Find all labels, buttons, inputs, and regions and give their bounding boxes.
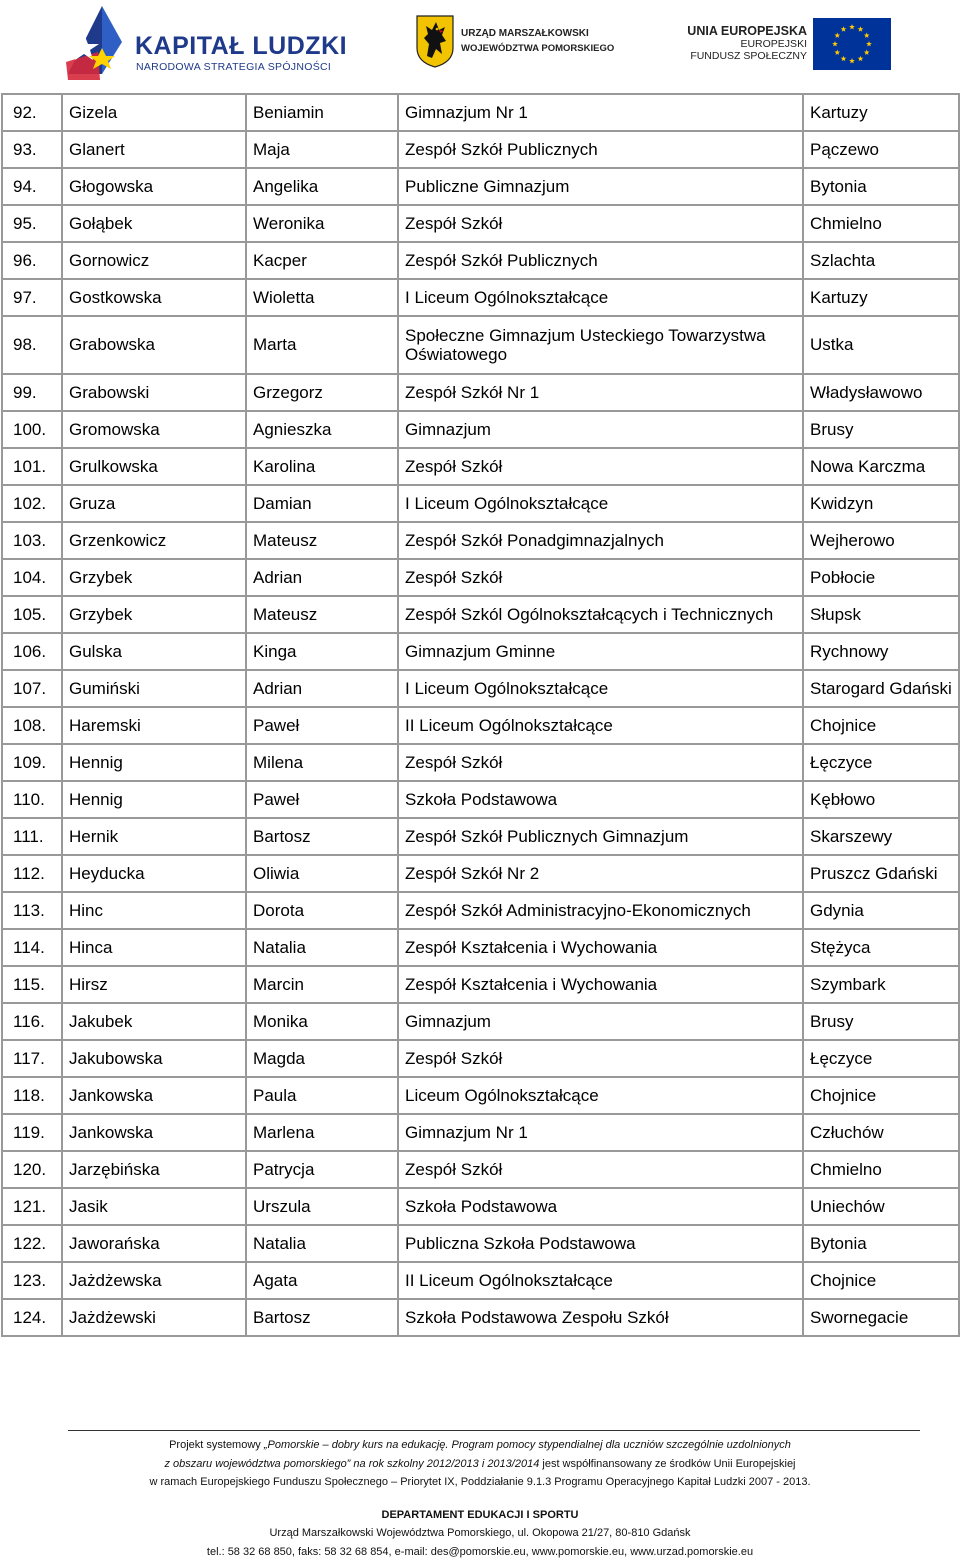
row-number: 115. <box>2 966 62 1003</box>
row-surname: Gulska <box>62 633 246 670</box>
row-city: Chmielno <box>803 1151 959 1188</box>
row-school: Zespół Szkół <box>398 744 803 781</box>
row-first-name: Natalia <box>246 1225 398 1262</box>
row-first-name: Urszula <box>246 1188 398 1225</box>
row-first-name: Dorota <box>246 892 398 929</box>
row-surname: Jaworańska <box>62 1225 246 1262</box>
row-first-name: Mateusz <box>246 522 398 559</box>
row-city: Słupsk <box>803 596 959 633</box>
row-first-name: Angelika <box>246 168 398 205</box>
table-row <box>2 633 959 670</box>
footer-contact: tel.: 58 32 68 850, faks: 58 32 68 854, e-mail: des@pomorskie.eu, www.pomorskie.eu, www.urzad.pomorskie.eu <box>0 1543 960 1561</box>
page-footer <box>0 1436 960 1561</box>
row-surname: Glanert <box>62 131 246 168</box>
footer-divider <box>68 1430 920 1431</box>
row-school: Gimnazjum Gminne <box>398 633 803 670</box>
kapital-ludzki-star-icon <box>62 4 132 84</box>
row-first-name: Kinga <box>246 633 398 670</box>
table-row <box>2 670 959 707</box>
row-school: Zespół Szkół Publicznych Gimnazjum <box>398 818 803 855</box>
row-number: 118. <box>2 1077 62 1114</box>
row-first-name: Marta <box>246 316 398 374</box>
footer-project-title-1: „Pomorskie – dobry kurs na edukację. Program pomocy stypendialnej dla uczniów szczególnie uzdolnionych <box>264 1439 791 1451</box>
row-surname: Jakubowska <box>62 1040 246 1077</box>
table-row <box>2 892 959 929</box>
table-row <box>2 1299 959 1336</box>
table-row <box>2 1003 959 1040</box>
row-number: 111. <box>2 818 62 855</box>
row-first-name: Paweł <box>246 781 398 818</box>
eu-line-2: EUROPEJSKI <box>687 38 807 50</box>
row-number: 120. <box>2 1151 62 1188</box>
row-surname: Grzybek <box>62 596 246 633</box>
row-number: 119. <box>2 1114 62 1151</box>
row-first-name: Milena <box>246 744 398 781</box>
row-number: 92. <box>2 94 62 131</box>
row-surname: Jażdżewska <box>62 1262 246 1299</box>
table-row <box>2 818 959 855</box>
row-surname: Jasik <box>62 1188 246 1225</box>
row-city: Rychnowy <box>803 633 959 670</box>
table-row <box>2 1151 959 1188</box>
row-number: 102. <box>2 485 62 522</box>
row-school: Gimnazjum <box>398 411 803 448</box>
row-school: Zespół Szkół Nr 1 <box>398 374 803 411</box>
row-surname: Grabowska <box>62 316 246 374</box>
row-school: Szkoła Podstawowa Zespołu Szkół <box>398 1299 803 1336</box>
scholarship-list-table <box>1 93 960 1337</box>
row-surname: Hernik <box>62 818 246 855</box>
row-number: 116. <box>2 1003 62 1040</box>
row-surname: Jażdżewski <box>62 1299 246 1336</box>
row-first-name: Paula <box>246 1077 398 1114</box>
row-school: Zespół Szkół Ponadgimnazjalnych <box>398 522 803 559</box>
row-number: 112. <box>2 855 62 892</box>
row-surname: Głogowska <box>62 168 246 205</box>
row-first-name: Maja <box>246 131 398 168</box>
row-school: Szkoła Podstawowa <box>398 1188 803 1225</box>
row-first-name: Paweł <box>246 707 398 744</box>
row-first-name: Marcin <box>246 966 398 1003</box>
row-surname: Grabowski <box>62 374 246 411</box>
row-city: Chojnice <box>803 1077 959 1114</box>
row-surname: Grzybek <box>62 559 246 596</box>
table-row <box>2 1077 959 1114</box>
row-surname: Gizela <box>62 94 246 131</box>
row-first-name: Oliwia <box>246 855 398 892</box>
row-number: 103. <box>2 522 62 559</box>
row-city: Wejherowo <box>803 522 959 559</box>
row-city: Łęczyce <box>803 1040 959 1077</box>
table-row <box>2 94 959 131</box>
row-city: Chmielno <box>803 205 959 242</box>
row-surname: Hennig <box>62 744 246 781</box>
table-row <box>2 744 959 781</box>
row-school: Liceum Ogólnokształcące <box>398 1077 803 1114</box>
row-city: Gdynia <box>803 892 959 929</box>
table-row <box>2 411 959 448</box>
row-school: Publiczne Gimnazjum <box>398 168 803 205</box>
row-city: Swornegacie <box>803 1299 959 1336</box>
eu-flag-icon <box>813 18 891 70</box>
row-surname: Jakubek <box>62 1003 246 1040</box>
row-school: Zespół Szkół Nr 2 <box>398 855 803 892</box>
row-number: 99. <box>2 374 62 411</box>
footer-project-line-1 <box>0 1436 960 1455</box>
row-city: Kartuzy <box>803 94 959 131</box>
row-number: 109. <box>2 744 62 781</box>
row-first-name: Weronika <box>246 205 398 242</box>
row-school: I Liceum Ogólnokształcące <box>398 279 803 316</box>
row-surname: Hinca <box>62 929 246 966</box>
griffin-crest-icon <box>415 14 455 68</box>
eu-line-1: UNIA EUROPEJSKA <box>687 24 807 38</box>
row-surname: Jankowska <box>62 1077 246 1114</box>
row-school: Gimnazjum Nr 1 <box>398 1114 803 1151</box>
row-city: Kartuzy <box>803 279 959 316</box>
row-first-name: Marlena <box>246 1114 398 1151</box>
kapital-ludzki-logo <box>62 4 322 84</box>
row-school: II Liceum Ogólnokształcące <box>398 707 803 744</box>
row-city: Pruszcz Gdański <box>803 855 959 892</box>
row-first-name: Beniamin <box>246 94 398 131</box>
table-row <box>2 1262 959 1299</box>
row-city: Chojnice <box>803 1262 959 1299</box>
row-school: Zespół Szkół Publicznych <box>398 131 803 168</box>
row-city: Kwidzyn <box>803 485 959 522</box>
row-city: Skarszewy <box>803 818 959 855</box>
footer-cofinanced: jest współfinansowany ze środków Unii Europejskiej <box>539 1458 795 1470</box>
row-school: I Liceum Ogólnokształcące <box>398 670 803 707</box>
table-row <box>2 168 959 205</box>
row-school: Zespół Szkół <box>398 205 803 242</box>
row-surname: Grzenkowicz <box>62 522 246 559</box>
row-first-name: Mateusz <box>246 596 398 633</box>
row-city: Szlachta <box>803 242 959 279</box>
row-surname: Jarzębińska <box>62 1151 246 1188</box>
row-first-name: Bartosz <box>246 818 398 855</box>
table-row <box>2 485 959 522</box>
kapital-ludzki-subtitle: NARODOWA STRATEGIA SPÓJNOŚCI <box>136 61 331 73</box>
row-school: II Liceum Ogólnokształcące <box>398 1262 803 1299</box>
footer-department: DEPARTAMENT EDUKACJI I SPORTU <box>0 1506 960 1525</box>
table-body <box>2 94 959 1336</box>
row-first-name: Wioletta <box>246 279 398 316</box>
row-number: 100. <box>2 411 62 448</box>
table-row <box>2 855 959 892</box>
row-city: Bytonia <box>803 168 959 205</box>
row-city: Kębłowo <box>803 781 959 818</box>
row-first-name: Agata <box>246 1262 398 1299</box>
row-school: Zespół Szkół <box>398 559 803 596</box>
row-surname: Gumiński <box>62 670 246 707</box>
row-school: I Liceum Ogólnokształcące <box>398 485 803 522</box>
row-surname: Heyducka <box>62 855 246 892</box>
row-surname: Hennig <box>62 781 246 818</box>
table-row <box>2 1188 959 1225</box>
table-row <box>2 966 959 1003</box>
row-city: Łęczyce <box>803 744 959 781</box>
row-number: 105. <box>2 596 62 633</box>
row-number: 106. <box>2 633 62 670</box>
row-number: 107. <box>2 670 62 707</box>
table-row <box>2 596 959 633</box>
row-surname: Gołąbek <box>62 205 246 242</box>
row-surname: Hinc <box>62 892 246 929</box>
row-first-name: Grzegorz <box>246 374 398 411</box>
table-row <box>2 1040 959 1077</box>
row-first-name: Natalia <box>246 929 398 966</box>
table-row <box>2 781 959 818</box>
row-first-name: Patrycja <box>246 1151 398 1188</box>
table-row <box>2 559 959 596</box>
row-number: 95. <box>2 205 62 242</box>
row-school: Zespół Szkól Ogólnokształcących i Technicznych <box>398 596 803 633</box>
row-first-name: Agnieszka <box>246 411 398 448</box>
table-row <box>2 707 959 744</box>
row-number: 123. <box>2 1262 62 1299</box>
row-surname: Grulkowska <box>62 448 246 485</box>
row-city: Bytonia <box>803 1225 959 1262</box>
row-school: Zespół Szkół Publicznych <box>398 242 803 279</box>
table-row <box>2 448 959 485</box>
row-number: 124. <box>2 1299 62 1336</box>
row-first-name: Monika <box>246 1003 398 1040</box>
row-city: Uniechów <box>803 1188 959 1225</box>
row-first-name: Adrian <box>246 670 398 707</box>
row-surname: Gromowska <box>62 411 246 448</box>
page-header <box>0 0 960 90</box>
row-school: Szkoła Podstawowa <box>398 781 803 818</box>
footer-project-line-2 <box>0 1455 960 1474</box>
table-row <box>2 929 959 966</box>
row-number: 121. <box>2 1188 62 1225</box>
row-number: 122. <box>2 1225 62 1262</box>
table-row <box>2 242 959 279</box>
eu-line-3: FUNDUSZ SPOŁECZNY <box>687 50 807 62</box>
row-surname: Hirsz <box>62 966 246 1003</box>
table-row <box>2 316 959 374</box>
row-first-name: Damian <box>246 485 398 522</box>
row-number: 98. <box>2 316 62 374</box>
eu-logo-text <box>687 24 807 62</box>
row-city: Władysławowo <box>803 374 959 411</box>
footer-address: Urząd Marszałkowski Województwa Pomorskiego, ul. Okopowa 21/27, 80-810 Gdańsk <box>0 1524 960 1543</box>
row-number: 117. <box>2 1040 62 1077</box>
kapital-ludzki-title: KAPITAŁ LUDZKI <box>135 32 347 61</box>
row-number: 104. <box>2 559 62 596</box>
row-number: 114. <box>2 929 62 966</box>
row-number: 93. <box>2 131 62 168</box>
row-first-name: Karolina <box>246 448 398 485</box>
eu-social-fund-logo <box>700 14 895 72</box>
row-first-name: Magda <box>246 1040 398 1077</box>
row-number: 108. <box>2 707 62 744</box>
row-surname: Gostkowska <box>62 279 246 316</box>
row-surname: Jankowska <box>62 1114 246 1151</box>
row-school: Zespół Szkół Administracyjno-Ekonomicznych <box>398 892 803 929</box>
table-row <box>2 374 959 411</box>
row-city: Człuchów <box>803 1114 959 1151</box>
urzad-marszalkowski-logo <box>415 14 615 70</box>
table-row <box>2 1225 959 1262</box>
row-school: Zespół Szkół <box>398 1151 803 1188</box>
footer-project-label: Projekt systemowy <box>169 1439 264 1451</box>
row-city: Pączewo <box>803 131 959 168</box>
row-city: Stężyca <box>803 929 959 966</box>
row-school: Gimnazjum <box>398 1003 803 1040</box>
row-number: 94. <box>2 168 62 205</box>
row-city: Nowa Karczma <box>803 448 959 485</box>
row-school: Gimnazjum Nr 1 <box>398 94 803 131</box>
footer-project-line-3: w ramach Europejskiego Funduszu Społecznego – Priorytet IX, Poddziałanie 9.1.3 Programu Operacyjnego Kapitał Ludzki 2007 - 2013. <box>0 1473 960 1492</box>
row-school: Publiczna Szkoła Podstawowa <box>398 1225 803 1262</box>
row-first-name: Adrian <box>246 559 398 596</box>
row-number: 113. <box>2 892 62 929</box>
table-row <box>2 131 959 168</box>
row-number: 110. <box>2 781 62 818</box>
row-school: Zespół Szkół <box>398 448 803 485</box>
table-row <box>2 1114 959 1151</box>
row-surname: Haremski <box>62 707 246 744</box>
row-number: 97. <box>2 279 62 316</box>
row-number: 96. <box>2 242 62 279</box>
row-city: Szymbark <box>803 966 959 1003</box>
table-row <box>2 279 959 316</box>
row-city: Starogard Gdański <box>803 670 959 707</box>
row-school: Zespół Szkół <box>398 1040 803 1077</box>
row-number: 101. <box>2 448 62 485</box>
footer-project-title-2: z obszaru województwa pomorskiego” na rok szkolny 2012/2013 i 2013/2014 <box>164 1458 539 1470</box>
row-surname: Gornowicz <box>62 242 246 279</box>
row-school: Zespół Kształcenia i Wychowania <box>398 929 803 966</box>
urzad-line-2: WOJEWÓDZTWA POMORSKIEGO <box>461 43 614 54</box>
row-school: Społeczne Gimnazjum Usteckiego Towarzystwa Oświatowego <box>398 316 803 374</box>
urzad-line-1: URZĄD MARSZAŁKOWSKI <box>461 28 589 39</box>
row-city: Brusy <box>803 1003 959 1040</box>
row-school: Zespół Kształcenia i Wychowania <box>398 966 803 1003</box>
row-first-name: Kacper <box>246 242 398 279</box>
table-row <box>2 522 959 559</box>
row-city: Pobłocie <box>803 559 959 596</box>
row-surname: Gruza <box>62 485 246 522</box>
row-city: Ustka <box>803 316 959 374</box>
row-city: Chojnice <box>803 707 959 744</box>
row-first-name: Bartosz <box>246 1299 398 1336</box>
table-row <box>2 205 959 242</box>
row-city: Brusy <box>803 411 959 448</box>
